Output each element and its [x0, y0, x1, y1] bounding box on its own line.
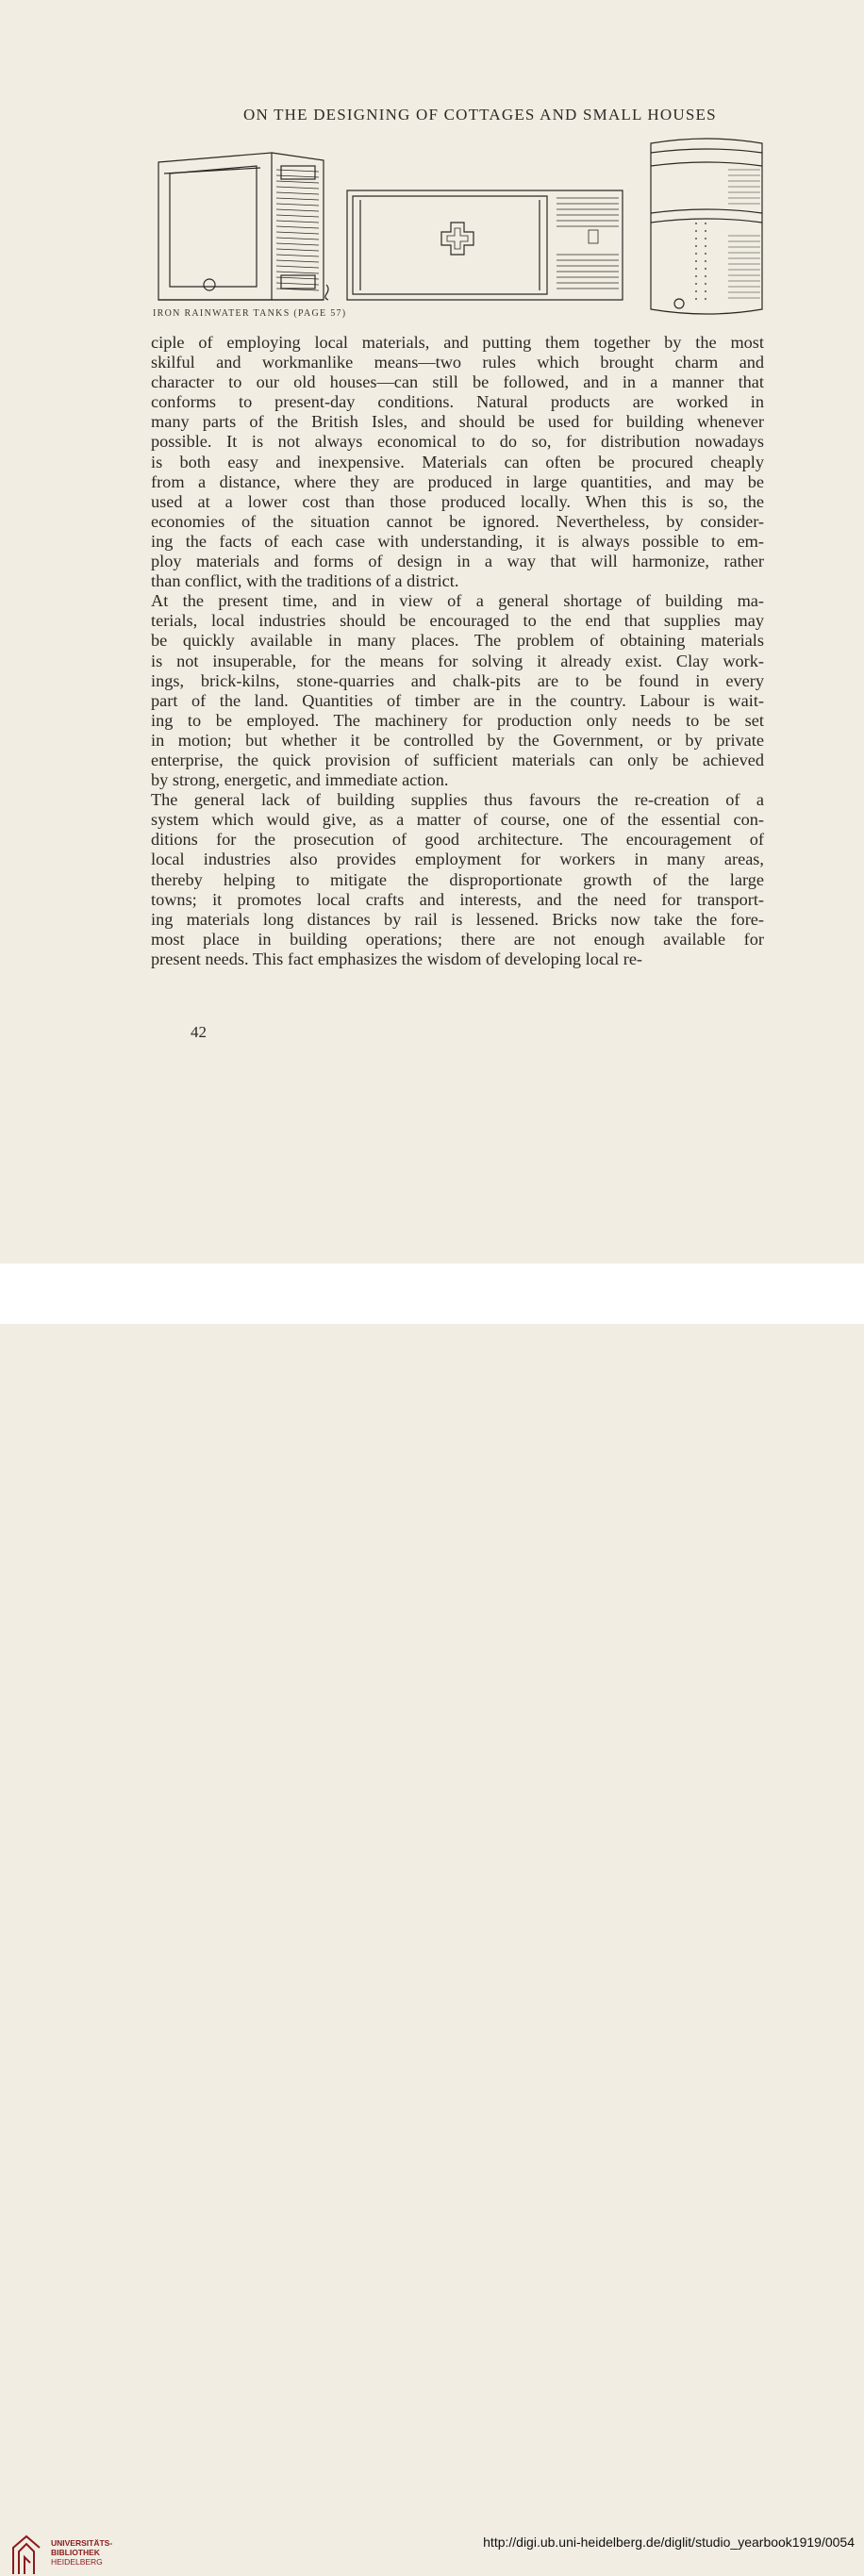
- digitization-footer: [0, 1263, 864, 2567]
- running-head: ON THE DESIGNING OF COTTAGES AND SMALL HOUSES: [243, 106, 717, 124]
- body-text: [151, 333, 764, 969]
- text-line: system which would give, as a matter of course, one of the essential con-: [151, 810, 764, 830]
- text-line: At the present time, and in view of a general shortage of building ma-: [151, 591, 764, 611]
- text-line: than conflict, with the traditions of a district.: [151, 571, 459, 591]
- text-line: ings, brick-kilns, stone-quarries and chalk-pits are to be found in every: [151, 670, 764, 690]
- text-line: be quickly available in many places. The problem of obtaining materials: [151, 631, 764, 651]
- text-line: by strong, energetic, and immediate action.: [151, 770, 449, 790]
- library-name[interactable]: [51, 2538, 112, 2567]
- text-line: part of the land. Quantities of timber are in the country. Labour is wait-: [151, 690, 764, 710]
- text-line: ing materials long distances by rail is lessened. Bricks now take the fore-: [151, 909, 764, 929]
- text-line: possible. It is not always economical to do so, for distribution nowadays: [151, 432, 764, 452]
- text-line: is not insuperable, for the means for solving it already exist. Clay work-: [151, 651, 764, 670]
- text-line: local industries also provides employment for workers in many areas,: [151, 850, 764, 869]
- text-line: from a distance, where they are produced in large quantities, and may be: [151, 471, 764, 491]
- tank-cylindrical-view: [651, 139, 762, 314]
- library-name-line-2: BIBLIOTHEK: [51, 2548, 100, 2557]
- text-line: towns; it promotes local crafts and interests, and the need for transport-: [151, 889, 764, 909]
- text-line: skilful and workmanlike means—two rules which brought charm and: [151, 353, 764, 372]
- paragraph: [151, 333, 764, 591]
- paragraph: [151, 790, 764, 969]
- text-line: many parts of the British Isles, and should be used for building whenever: [151, 412, 764, 432]
- tank-long-view: [347, 190, 623, 300]
- permalink-url[interactable]: http://digi.ub.uni-heidelberg.de/diglit/studio_yearbook1919/0054: [483, 2535, 855, 2550]
- university-library-logo-icon[interactable]: [9, 2533, 43, 2576]
- text-line: in motion; but whether it be controlled by the Government, or by private: [151, 730, 764, 750]
- text-line: ditions for the prosecution of good architecture. The encouragement of: [151, 830, 764, 850]
- text-line: is both easy and inexpensive. Materials can often be procured cheaply: [151, 452, 764, 471]
- text-line: The general lack of building supplies thus favours the re-creation of a: [151, 790, 764, 810]
- text-line: ciple of employing local materials, and putting them together by the most: [151, 333, 764, 352]
- text-line: used at a lower cost than those produced locally. When this is so, the: [151, 491, 764, 511]
- text-line: terials, local industries should be encouraged to the end that supplies may: [151, 611, 764, 631]
- page-number: 42: [191, 1023, 207, 1041]
- text-line: ploy materials and forms of design in a way that will harmonize, rather: [151, 552, 764, 571]
- text-line: present needs. This fact emphasizes the wisdom of developing local re-: [151, 949, 643, 968]
- tank-front-view: [158, 153, 328, 300]
- library-name-line-3: HEIDELBERG: [51, 2557, 103, 2567]
- figure-caption: IRON RAINWATER TANKS (PAGE 57): [153, 308, 347, 319]
- book-page: [0, 0, 864, 1263]
- text-line: most place in building operations; there are not enough available for: [151, 929, 764, 949]
- text-line: enterprise, the quick provision of sufficient materials can only be achieved: [151, 750, 764, 769]
- iron-rainwater-tanks-illustration: [151, 132, 773, 317]
- text-line: ing to be employed. The machinery for production only needs to be set: [151, 710, 764, 730]
- text-line: character to our old houses—can still be followed, and in a manner that: [151, 372, 764, 392]
- text-line: conforms to present-day conditions. Natural products are worked in: [151, 392, 764, 412]
- paragraph: [151, 591, 764, 790]
- text-line: economies of the situation cannot be ignored. Nevertheless, by consider-: [151, 511, 764, 531]
- library-name-line-1: UNIVERSITÄTS-: [51, 2538, 113, 2548]
- text-line: ing the facts of each case with understanding, it is always possible to em-: [151, 531, 764, 551]
- text-line: thereby helping to mitigate the disproportionate growth of the large: [151, 869, 764, 889]
